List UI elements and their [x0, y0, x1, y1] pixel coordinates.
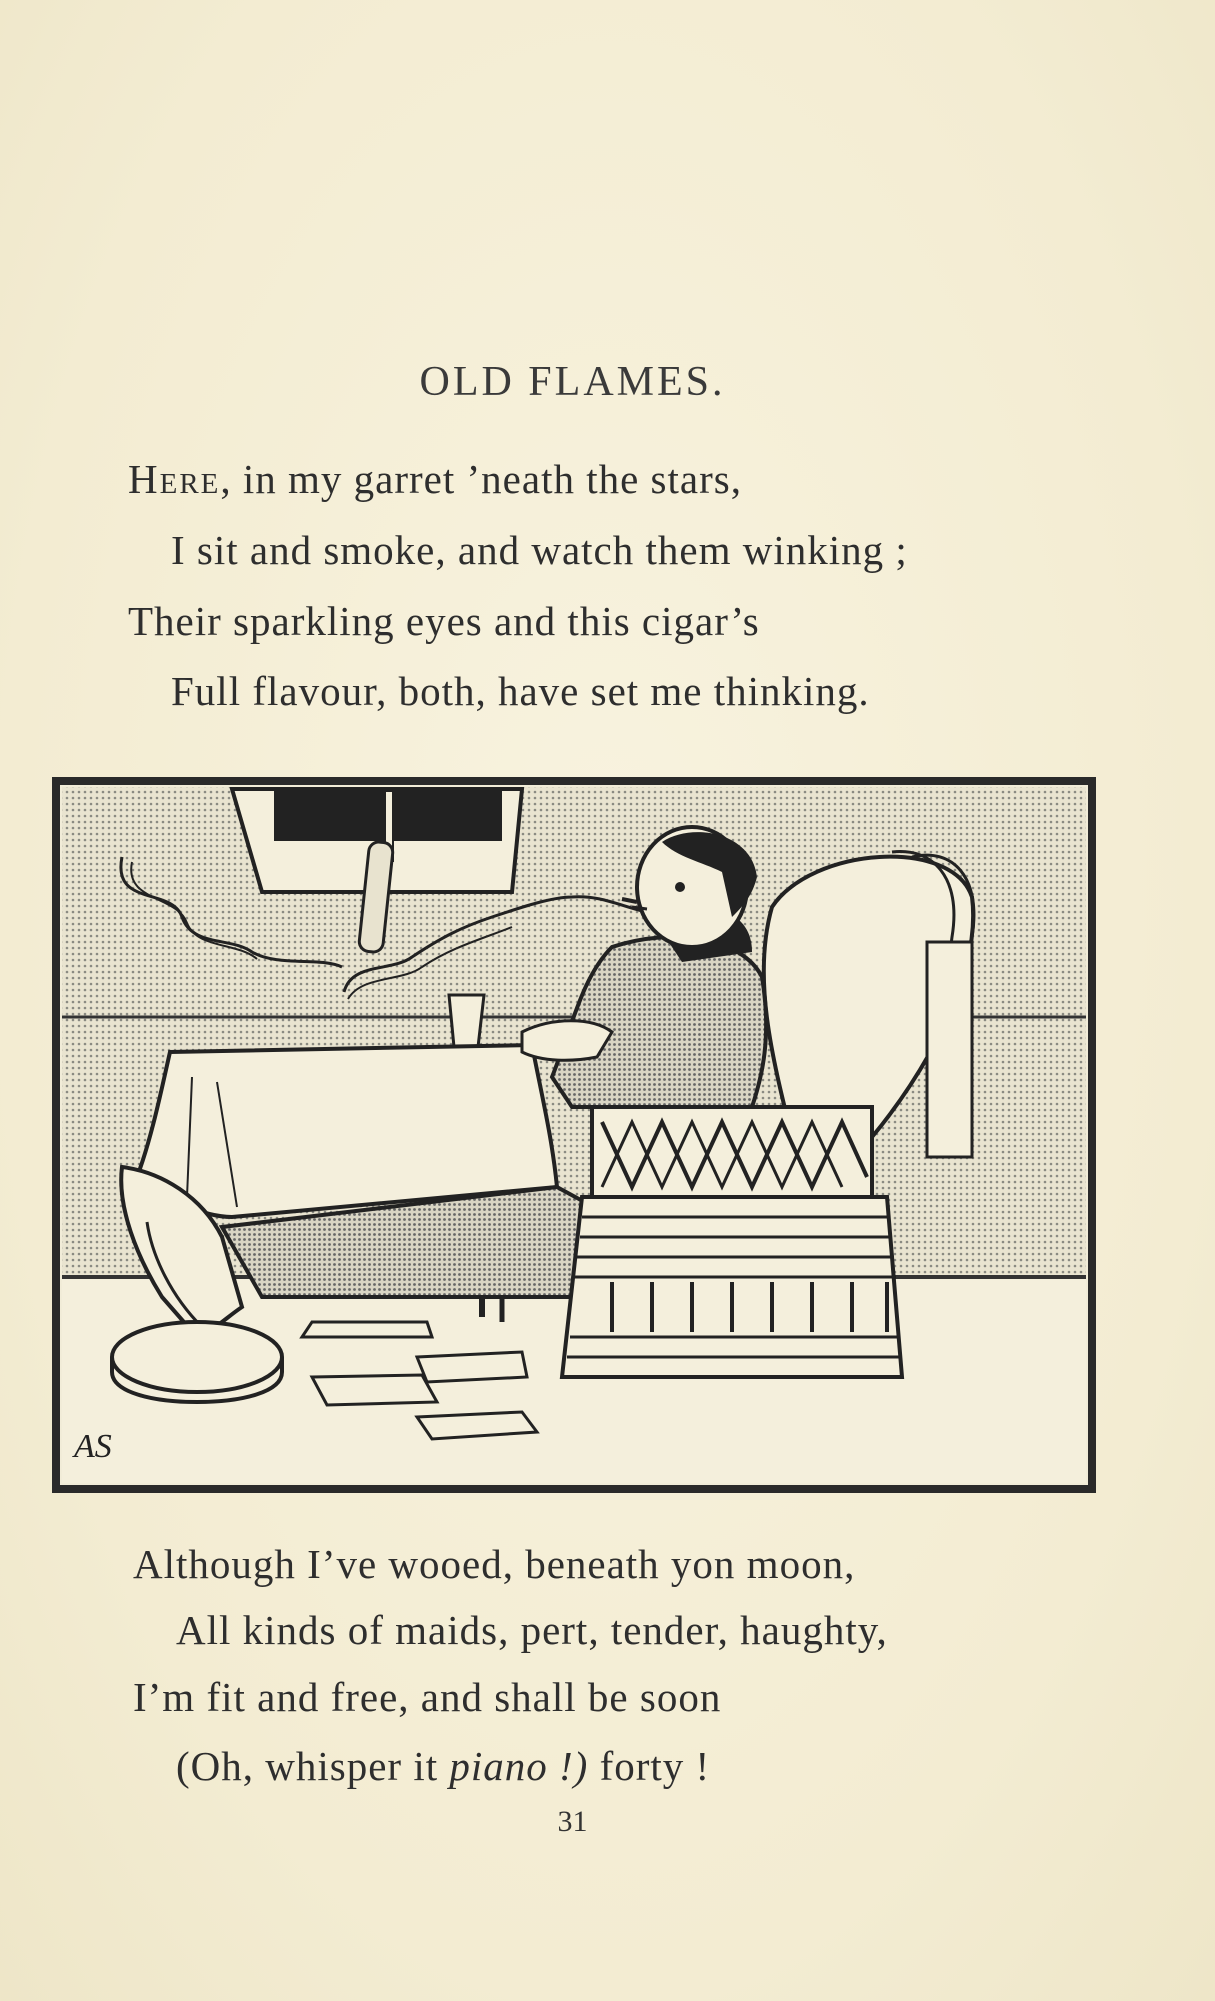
- artist-monogram: AS: [74, 1428, 112, 1465]
- illustration-man-in-chair: [52, 777, 1096, 1493]
- line-text: , in my garret ’neath the stars,: [220, 456, 742, 502]
- stanza-2-line-2: All kinds of maids, pert, tender, haughty,: [176, 1607, 888, 1653]
- italic-word: piano !): [449, 1743, 589, 1789]
- footstool: [112, 1322, 282, 1392]
- stanza-2-line-4: [176, 1742, 710, 1790]
- poem-title: OLD FLAMES.: [419, 359, 726, 405]
- line-text: forty !: [588, 1743, 711, 1789]
- drop-word: Here: [128, 456, 221, 502]
- stanza-1-line-1: [128, 455, 742, 503]
- page-number: 31: [557, 1805, 588, 1838]
- stanza-1-line-2: I sit and smoke, and watch them winking ;: [171, 527, 908, 573]
- stanza-1-line-3: Their sparkling eyes and this cigar’s: [128, 598, 760, 644]
- stanza-2-line-1: Although I’ve wooed, beneath yon moon,: [133, 1541, 856, 1587]
- stanza-2-line-3: I’m fit and free, and shall be soon: [133, 1674, 722, 1720]
- glass: [449, 995, 484, 1047]
- stanza-1-line-4: Full flavour, both, have set me thinking.: [171, 668, 870, 714]
- line-text: (Oh, whisper it: [176, 1743, 450, 1789]
